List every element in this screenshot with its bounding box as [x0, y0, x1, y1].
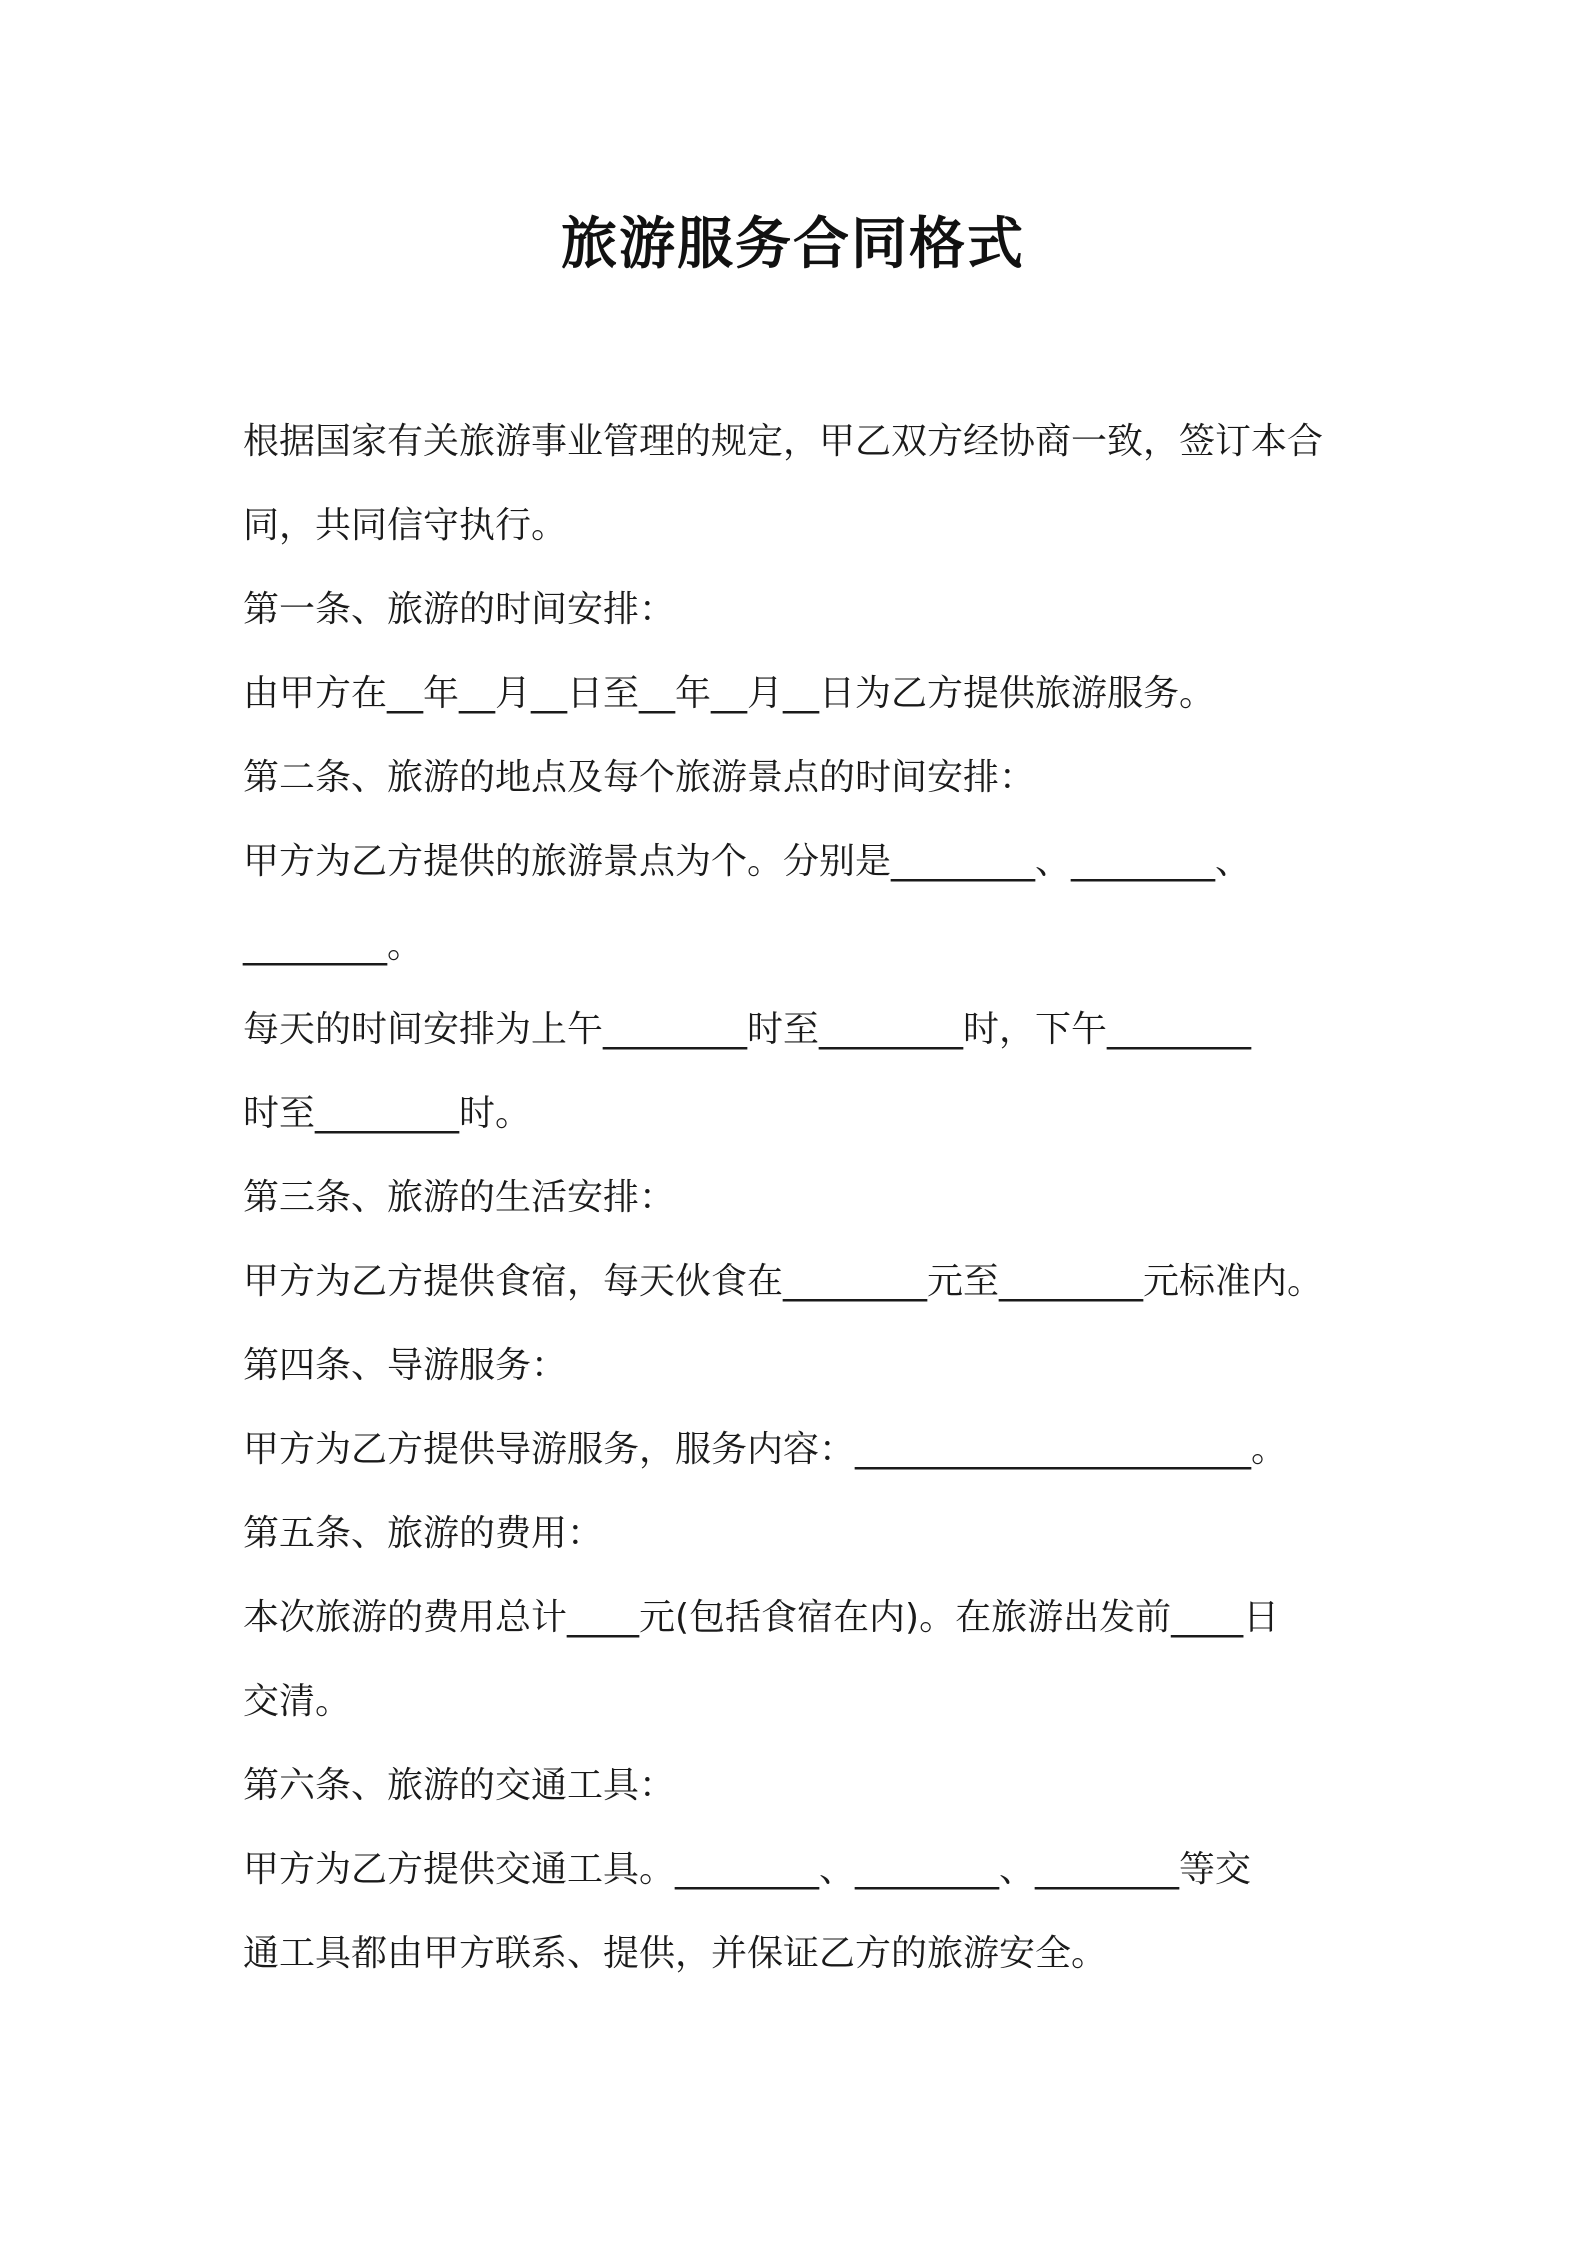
article-heading: 第五条、旅游的费用：	[243, 1513, 604, 1554]
paragraph-line: 交清。	[243, 1681, 352, 1722]
paragraph-line: 根据国家有关旅游事业管理的规定，甲乙双方经协商一致，签订本合	[243, 421, 1324, 462]
paragraph-line: 本次旅游的费用总计____元(包括食宿在内)。在旅游出发前____日	[243, 1597, 1280, 1638]
document-title: 旅游服务合同格式	[561, 212, 1025, 277]
article-heading: 第六条、旅游的交通工具：	[243, 1765, 676, 1806]
paragraph-line: 甲方为乙方提供食宿，每天伙食在________元至________元标准内。	[243, 1261, 1324, 1302]
document-body	[243, 400, 1383, 1996]
paragraph-line: 同，共同信守执行。	[243, 505, 568, 546]
paragraph-line: 甲方为乙方提供导游服务，服务内容：______________________。	[243, 1429, 1288, 1470]
article-heading: 第二条、旅游的地点及每个旅游景点的时间安排：	[243, 757, 1036, 798]
paragraph-line: 时至________时。	[243, 1093, 532, 1134]
paragraph-line: 通工具都由甲方联系、提供，并保证乙方的旅游安全。	[243, 1933, 1108, 1974]
article-heading: 第一条、旅游的时间安排：	[243, 589, 676, 630]
paragraph-line: 甲方为乙方提供的旅游景点为个。分别是________、________、	[243, 841, 1252, 882]
paragraph-line: ________。	[243, 925, 424, 966]
article-heading: 第四条、导游服务：	[243, 1345, 568, 1386]
paragraph-line: 每天的时间安排为上午________时至________时，下午________	[243, 1009, 1252, 1050]
paragraph-line: 甲方为乙方提供交通工具。________、________、________等交	[243, 1849, 1252, 1890]
paragraph-line: 由甲方在__年__月__日至__年__月__日为乙方提供旅游服务。	[243, 673, 1216, 714]
article-heading: 第三条、旅游的生活安排：	[243, 1177, 676, 1218]
